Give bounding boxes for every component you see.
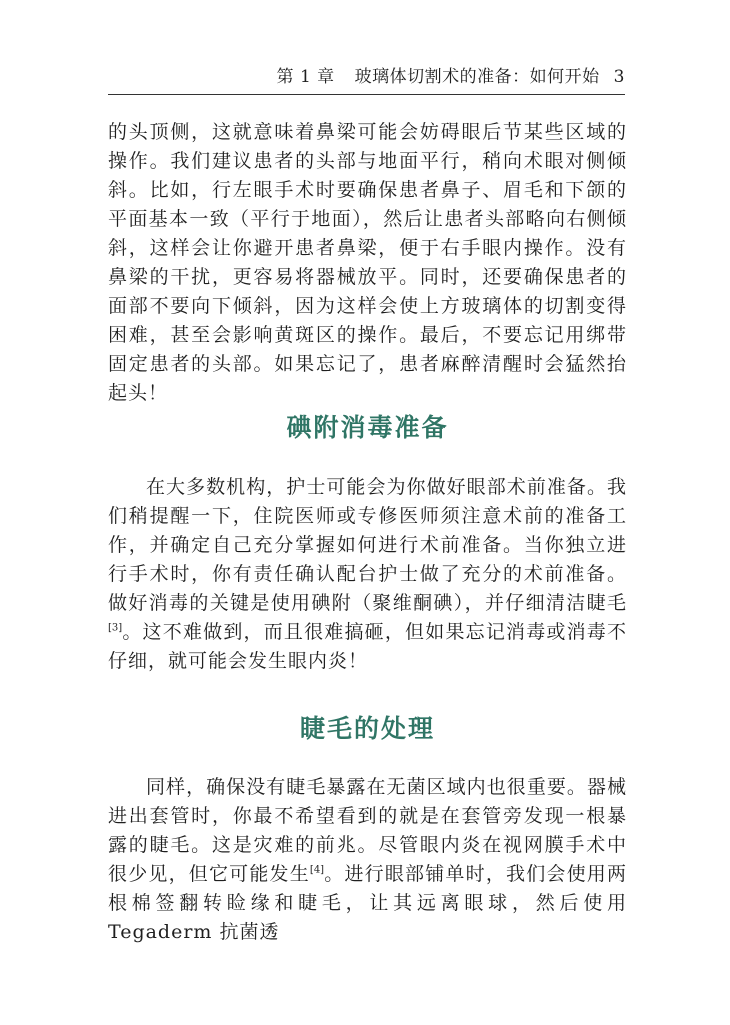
chapter-title: 玻璃体切割术的准备：如何开始 — [354, 67, 600, 87]
paragraph-eyelash — [108, 773, 627, 948]
paragraph-text: 同样，确保没有睫毛暴露在无菌区域内也很重要。器械进出套管时，你最不希望看到的就是在套管旁发现一根暴露的睫毛。这是灾难的前兆。尽管眼内炎在视网膜手术中很少见，但它可能发生 — [108, 776, 627, 885]
chapter-number: 第 1 章 — [276, 67, 335, 87]
citation-ref: [3] — [108, 622, 123, 634]
header-rule — [108, 94, 625, 95]
section-heading-eyelash: 睫毛的处理 — [299, 714, 435, 743]
paragraph-text: 。进行眼部铺单时，我们会使用两根棉签翻转睑缘和睫毛，让其远离眼球，然后使用 Tegaderm 抗菌透 — [108, 863, 627, 943]
section-heading-iodine: 碘附消毒准备 — [286, 413, 449, 442]
paragraph-text: 在大多数机构，护士可能会为你做好眼部术前准备。我们稍提醒一下，住院医师或专修医师须注意术前的准备工作，并确定自己充分掌握如何进行术前准备。当你独立进行手术时，你有责任确认配台护士做了充分的术前准备。做好消毒的关键是使用碘附（聚维酮碘），并仔细清洁睫毛 — [108, 476, 627, 614]
running-header — [108, 65, 625, 89]
paragraph-iodine — [108, 473, 627, 683]
paragraph-text: 的头顶侧，这就意味着鼻梁可能会妨碍眼后节某些区域的操作。我们建议患者的头部与地面平行，稍向术眼对侧倾斜。比如，行左眼手术时要确保患者鼻子、眉毛和下颌的平面基本一致（平行于地面），然后让患者头部略向右侧倾斜，这样会让你避开患者鼻梁，便于右手眼内操作。没有鼻梁的干扰，更容易将器械放平。同时，还要确保患者的面部不要向下倾斜，因为这样会使上方玻璃体的切割变得困难，甚至会影响黄斑区的操作。最后，不要忘记用绑带固定患者的头部。如果忘记了，患者麻醉清醒时会猛然抬起头！ — [108, 121, 627, 404]
citation-ref: [4] — [309, 864, 325, 876]
paragraph-text: 。这不难做到，而且很难搞砸，但如果忘记消毒或消毒不仔细，就可能会发生眼内炎！ — [108, 621, 627, 672]
page-number: 3 — [613, 67, 625, 87]
paragraph-intro — [108, 118, 627, 404]
